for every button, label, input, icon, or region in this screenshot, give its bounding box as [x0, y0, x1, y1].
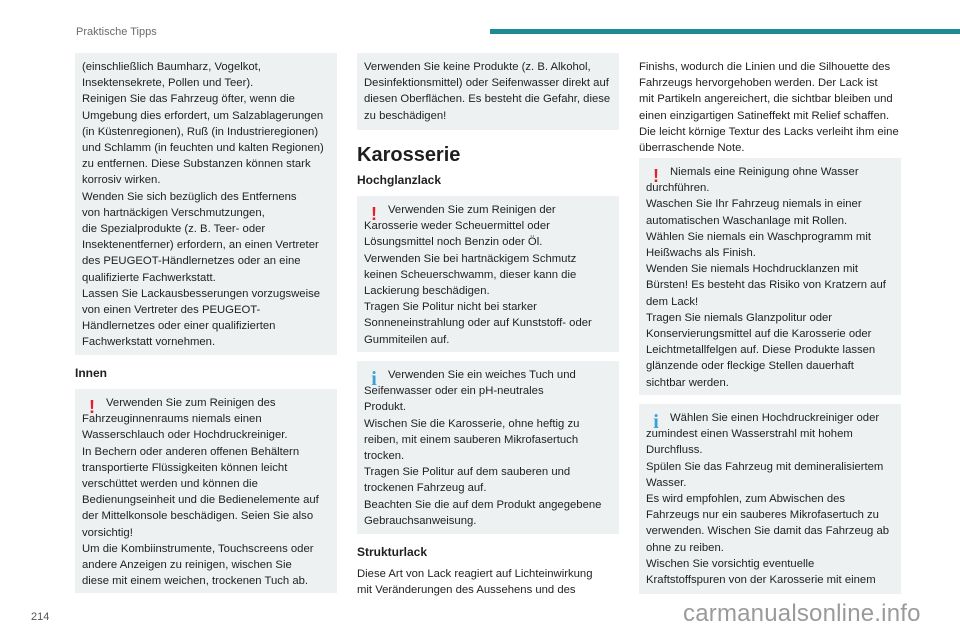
- info-box-struktur: [639, 404, 901, 594]
- warning-icon: !: [653, 166, 659, 186]
- paragraph: Verwenden Sie keine Produkte (z. B. Alkohol, Desinfektionsmittel) oder Seifenwasser direkt auf diesen Oberflächen. Es besteht die Gefahr, diese zu beschädigen!: [364, 61, 611, 122]
- warning-text: Lösungsmittel noch Benzin oder Öl. Verwenden Sie bei hartnäckigem Schmutz keinen Scheuerschwamm, dieser kann die Lackierung beschädigen. Tragen Sie Politur nicht bei starker Sonneneinstrahlung oder auf Kunststoff- oder Gummiteilen auf.: [364, 236, 592, 346]
- warning-box-interior: [75, 389, 337, 593]
- page-number: 214: [31, 611, 50, 623]
- heading-hochglanzlack: Hochglanzlack: [357, 173, 442, 187]
- info-icon: i: [653, 411, 659, 433]
- warning-icon: !: [89, 397, 95, 417]
- heading-strukturlack: Strukturlack: [357, 545, 428, 559]
- warning-text-first: Verwenden Sie zum Reinigen der Karosserie weder Scheuermittel oder: [364, 204, 556, 233]
- info-text-first: Wählen Sie einen Hochdruckreiniger oder zumindest einen Wasserstrahl mit hohem: [646, 412, 880, 441]
- heading-innen: Innen: [75, 366, 107, 380]
- warning-text: Waschen Sie Ihr Fahrzeug niemals in einer automatischen Waschanlage mit Rollen. Wählen Sie niemals ein Waschprogramm mit Heißwachs als Finish. Wenden Sie niemals Hochdrucklanzen mit Bürsten! Es besteht das Risiko von Kratzern auf dem Lack! Tragen Sie niemals Glanzpolitur oder Konservierungsmittel auf die Karosserie oder Leichtmetallfelgen auf. Diese Produkte lassen glänzende oder fleckige Stellen dauerhaft sichtbar werden.: [646, 198, 886, 389]
- warning-icon: !: [371, 204, 377, 224]
- watermark: carmanualsonline.info: [683, 600, 921, 627]
- section-header: Praktische Tipps: [76, 26, 157, 38]
- info-text: Produkt. Wischen Sie die Karosserie, ohne heftig zu reiben, mit einem sauberen Mikrofasertuch trocken. Tragen Sie Politur auf dem sauberen und trockenen Fahrzeug auf. Beachten Sie die auf dem Produkt angegebene Gebrauchsanweisung.: [364, 401, 602, 527]
- info-text: Durchfluss. Spülen Sie das Fahrzeug mit demineralisiertem Wasser. Es wird empfohlen, zum Abwischen des Fahrzeugs nur ein sauberes Mikrofasertuch zu verwenden. Wischen Sie damit das Fahrzeug ab ohne zu reiben. Wischen Sie vorsichtig eventuelle Kraftstoffspuren von der Karosserie mit einem: [646, 444, 890, 587]
- text-box-top: [357, 53, 619, 130]
- header-accent-bar: [490, 29, 960, 34]
- warning-text: Wasserschlauch oder Hochdruckreiniger. In Bechern oder anderen offenen Behältern transportierte Flüssigkeiten können leicht verschüttet werden und können die Bedienungseinheit und die Bedienelemente auf der Mittelkonsole beschädigen. Seien Sie also vorsichtig! Um die Kombiinstrumente, Touchscreens oder andere Anzeigen zu reinigen, wischen Sie diese mit einem weichen, trockenen Tuch ab.: [82, 429, 319, 588]
- warning-text-first: Verwenden Sie zum Reinigen des Fahrzeuginnenraums niemals einen: [82, 397, 276, 426]
- info-box-hochglanz: [357, 361, 619, 534]
- warning-box-struktur: [639, 158, 901, 395]
- paragraph: Diese Art von Lack reagiert auf Lichteinwirkung mit Veränderungen des Aussehens und des: [357, 568, 593, 597]
- warning-box-hochglanz: [357, 196, 619, 352]
- info-text-first: Verwenden Sie ein weiches Tuch und Seifenwasser oder ein pH-neutrales: [364, 369, 576, 398]
- paragraph: Finishs, wodurch die Linien und die Silhouette des Fahrzeugs hervorgehoben werden. Der Lack ist mit Partikeln angereichert, die sichtbar bleiben und einen einzigartigen Satineffekt mit Relief schaffen. Die leicht körnige Textur des Lacks verleiht ihm eine überraschende Note.: [639, 61, 899, 155]
- text-box-continued: [75, 53, 337, 355]
- info-icon: i: [371, 368, 377, 390]
- heading-karosserie: Karosserie: [357, 144, 461, 166]
- warning-text-first: Niemals eine Reinigung ohne Wasser durchführen.: [646, 166, 859, 195]
- paragraph: (einschließlich Baumharz, Vogelkot, Insektensekrete, Pollen und Teer). Reinigen Sie das Fahrzeug öfter, wenn die Umgebung dies erfordert, um Salzablagerungen (in Küstenregionen), Ruß (in Industrieregionen) und Schlamm (in feuchten und kalten Regionen) zu entfernen. Diese Substanzen können stark korrosiv wirken. Wenden Sie sich bezüglich des Entfernens von hartnäckigen Verschmutzungen, die Spezialprodukte (z. B. Teer- oder Insektenentferner) erfordern, an einen Vertreter des PEUGEOT-Händlernetzes oder an eine qualifizierte Fachwerkstatt. Lassen Sie Lackausbesserungen vorzugsweise von einen Vertreter des PEUGEOT- Händlernetzes oder einer qualifizierten Fachwerkstatt vornehmen.: [82, 61, 324, 349]
